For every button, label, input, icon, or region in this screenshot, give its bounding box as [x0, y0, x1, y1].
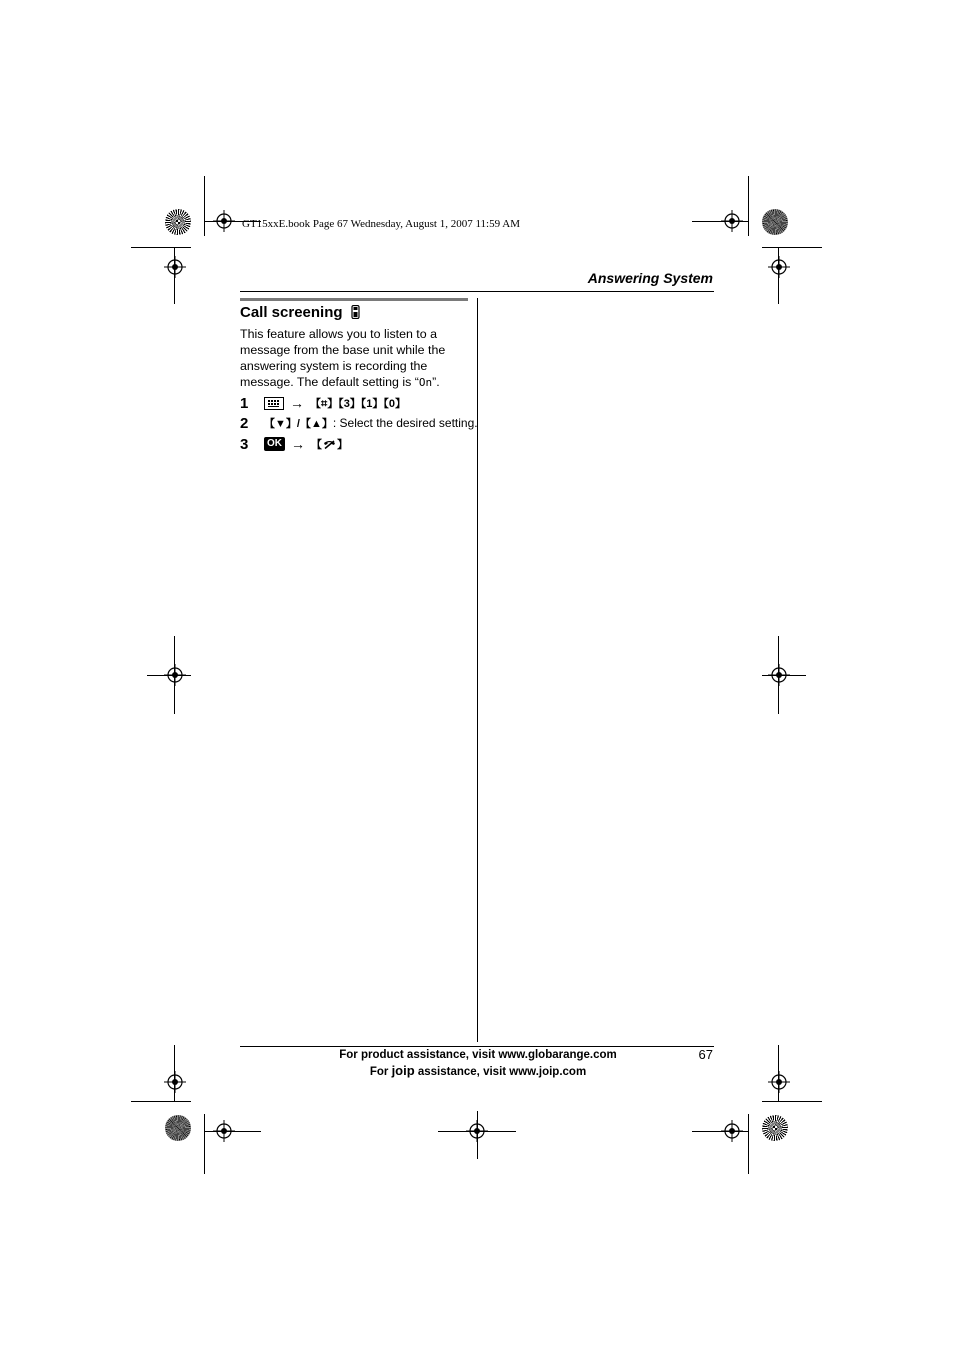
joip-brand: joip — [391, 1063, 415, 1078]
registration-mark-icon — [213, 1120, 235, 1142]
registration-mark-icon — [721, 210, 743, 232]
step-text: : Select the desired setting. — [332, 416, 478, 430]
registration-mark-icon — [164, 256, 186, 278]
key-bracket-close: 】 — [337, 439, 348, 451]
navigator-keys: 【▼】/【▲】 — [264, 418, 333, 430]
step-number: 2 — [240, 414, 249, 432]
footer-rule — [240, 1046, 714, 1047]
registration-mark-icon — [768, 1071, 790, 1093]
starburst-calibration-icon — [165, 1115, 191, 1141]
step-2 — [240, 414, 478, 432]
step-number: 3 — [240, 435, 249, 453]
off-hook-icon — [323, 439, 336, 450]
handset-icon — [351, 305, 360, 319]
registration-mark-icon — [721, 1120, 743, 1142]
body-line-end: ”. — [432, 375, 440, 389]
registration-mark-icon — [768, 664, 790, 686]
footer-line-2 — [240, 1063, 716, 1078]
registration-mark-icon — [768, 256, 790, 278]
print-metadata: GT15xxE.book Page 67 Wednesday, August 1, 2007 11:59 AM — [242, 218, 520, 230]
body-line: This feature allows you to listen to a — [240, 327, 437, 341]
step-3 — [240, 435, 348, 453]
starburst-calibration-icon — [762, 1115, 788, 1141]
menu-key-icon — [264, 397, 284, 410]
footer-line-2-prefix: For — [369, 1066, 392, 1078]
footer-line-1: For product assistance, visit www.globarange.com — [339, 1049, 617, 1061]
footer-line-2-suffix: assistance, visit www.joip.com — [414, 1066, 587, 1078]
registration-mark-icon — [164, 1071, 186, 1093]
starburst-calibration-icon — [762, 209, 788, 235]
arrow-icon: → — [290, 395, 304, 411]
step-1 — [240, 394, 406, 412]
step-number: 1 — [240, 394, 249, 412]
running-header: Answering System — [587, 270, 713, 286]
page-number: 67 — [698, 1047, 713, 1062]
section-title — [240, 304, 360, 321]
body-line-text: message. The default setting is “ — [240, 375, 419, 389]
section-body — [240, 326, 468, 391]
registration-mark-icon — [466, 1120, 488, 1142]
arrow-icon: → — [291, 436, 305, 452]
key-sequence: 【⌗】【3】【1】【0】 — [310, 398, 407, 410]
body-line: answering system is recording the — [240, 359, 428, 373]
column-divider — [477, 298, 478, 1042]
starburst-calibration-icon — [165, 209, 191, 235]
body-line — [240, 374, 468, 391]
header-rule — [240, 291, 714, 292]
registration-mark-icon — [164, 664, 186, 686]
default-setting-value: On — [418, 376, 433, 389]
key-bracket-open: 【 — [311, 439, 322, 451]
registration-mark-icon — [213, 210, 235, 232]
ok-key: OK — [264, 437, 285, 451]
section-rule — [240, 298, 468, 301]
body-line: message from the base unit while the — [240, 343, 446, 357]
section-title-text: Call screening — [240, 304, 343, 321]
